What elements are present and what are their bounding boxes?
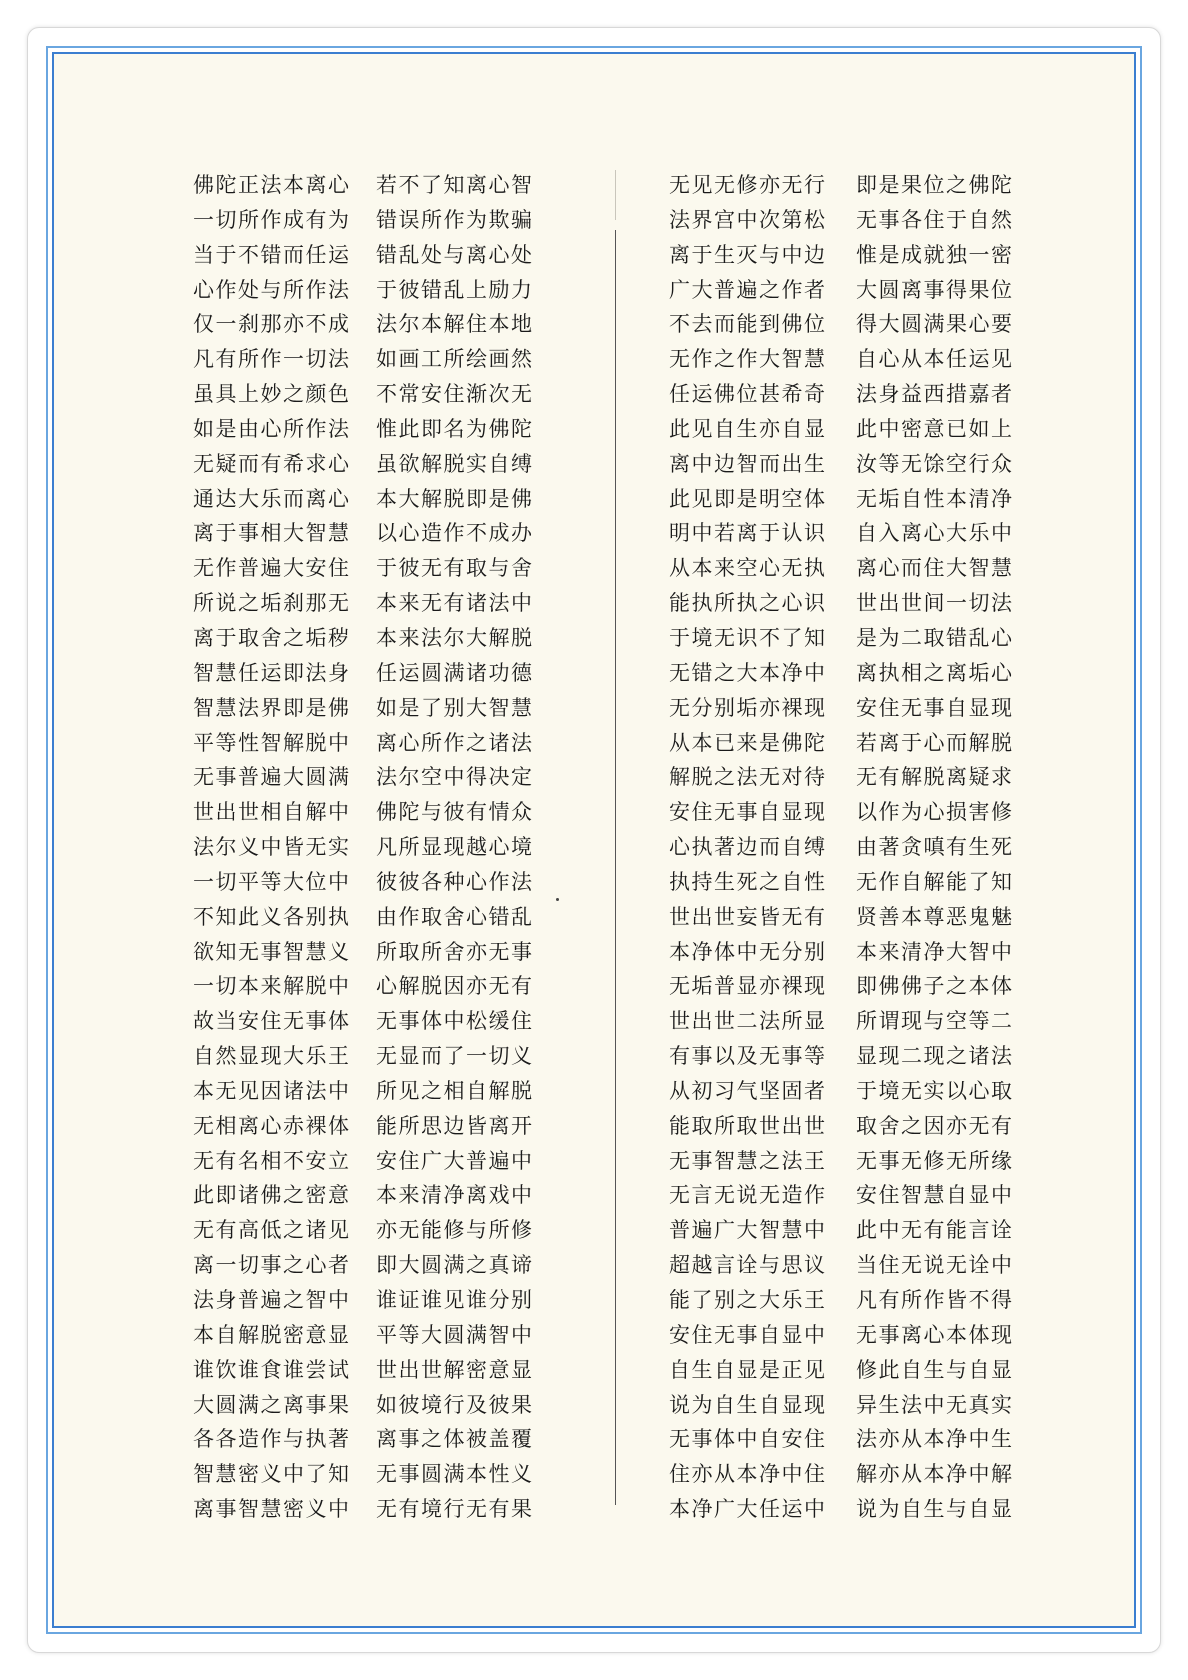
verse-line: 通达大乐而离心 — [193, 486, 351, 511]
verse-line: 此见自生亦自显 — [669, 416, 827, 441]
verse-line: 彼彼各种心作法 — [376, 869, 534, 894]
verse-line: 于境无实以心取 — [856, 1078, 1014, 1103]
verse-line: 能了别之大乐王 — [669, 1288, 827, 1312]
verse-line: 如是由心所作法 — [193, 416, 351, 441]
verse-line: 执持生死之自性 — [669, 869, 827, 894]
verse-line: 从本已来是佛陀 — [669, 730, 827, 755]
verse-line: 能所思边皆离开 — [376, 1113, 534, 1138]
verse-line: 离执相之离垢心 — [856, 660, 1014, 685]
verse-line: 自生自显是正见 — [669, 1357, 827, 1382]
verse-line: 能执所执之心识 — [669, 591, 827, 616]
verse-line: 离事之体被盖覆 — [376, 1427, 534, 1452]
verse-line: 法亦从本净中生 — [856, 1427, 1014, 1452]
verse-line: 无有境行无有果 — [376, 1497, 534, 1522]
verse-line: 如彼境行及彼果 — [376, 1392, 534, 1417]
verse-line: 错乱处与离心处 — [376, 242, 534, 267]
verse-line: 世出世妄皆无有 — [669, 904, 827, 929]
verse-line: 智慧密义中了知 — [193, 1462, 351, 1487]
verse-line: 安住无事自显现 — [856, 695, 1014, 720]
verse-line: 离于事相大智慧 — [193, 521, 351, 546]
verse-line: 无事各住于自然 — [856, 207, 1014, 232]
verse-line: 心作处与所作法 — [193, 277, 351, 302]
verse-line: 所见之相自解脱 — [376, 1078, 534, 1103]
verse-line: 亦无能修与所修 — [376, 1218, 534, 1243]
verse-line: 凡所显现越心境 — [376, 835, 534, 860]
verse-line: 无错之大本净中 — [669, 660, 827, 685]
verse-line: 修此自生与自显 — [856, 1357, 1014, 1382]
verse-line: 离事智慧密义中 — [193, 1497, 351, 1522]
verse-line: 任运圆满诸功德 — [376, 660, 534, 685]
verse-line: 由著贪嗔有生死 — [856, 835, 1014, 860]
verse-line: 本无见因诸法中 — [193, 1078, 351, 1103]
verse-line: 智慧任运即法身 — [193, 660, 351, 685]
verse-line: 虽欲解脱实自缚 — [376, 451, 534, 476]
verse-column-4 — [856, 168, 1016, 1527]
verse-line: 即是果位之佛陀 — [856, 173, 1014, 197]
verse-line: 住亦从本净中住 — [669, 1462, 827, 1487]
verse-line: 安住智慧自显中 — [856, 1183, 1014, 1208]
verse-line: 以心造作不成办 — [376, 521, 534, 546]
verse-line: 法身普遍之智中 — [193, 1288, 351, 1312]
verse-line: 广大普遍之作者 — [669, 277, 827, 302]
verse-line: 惟是成就独一密 — [856, 242, 1014, 267]
verse-line: 无有名相不安立 — [193, 1148, 351, 1173]
verse-line: 平等大圆满智中 — [376, 1322, 534, 1347]
verse-line: 贤善本尊恶鬼魅 — [856, 904, 1014, 929]
verse-line: 一切所作成有为 — [193, 207, 351, 232]
verse-line: 仅一刹那亦不成 — [193, 312, 351, 337]
verse-line: 本净广大任运中 — [669, 1497, 827, 1522]
verse-line: 此中无有能言诠 — [856, 1218, 1014, 1243]
verse-line: 无事离心本体现 — [856, 1322, 1014, 1347]
verse-line: 于境无识不了知 — [669, 625, 827, 650]
verse-line: 智慧法界即是佛 — [193, 695, 351, 720]
verse-line: 无事无修无所缘 — [856, 1148, 1014, 1173]
verse-line: 无疑而有希求心 — [193, 451, 351, 476]
verse-line: 世出世间一切法 — [856, 591, 1014, 616]
verse-line: 佛陀正法本离心 — [193, 173, 351, 197]
verse-line: 明中若离于认识 — [669, 521, 827, 546]
verse-line: 无作普遍大安住 — [193, 556, 351, 581]
verse-line: 说为自生自显现 — [669, 1392, 827, 1417]
verse-line: 无垢普显亦裸现 — [669, 974, 827, 999]
verse-line: 无作自解能了知 — [856, 869, 1014, 894]
verse-line: 超越言诠与思议 — [669, 1253, 827, 1278]
verse-line: 能取所取世出世 — [669, 1113, 827, 1138]
verse-line: 即大圆满之真谛 — [376, 1253, 534, 1278]
verse-line: 此中密意已如上 — [856, 416, 1014, 441]
verse-line: 当于不错而任运 — [193, 242, 351, 267]
verse-line: 以作为心损害修 — [856, 800, 1014, 825]
verse-column-1 — [193, 168, 353, 1527]
verse-line: 佛陀与彼有情众 — [376, 800, 534, 825]
verse-line: 法尔本解住本地 — [376, 312, 534, 337]
verse-line: 本来法尔大解脱 — [376, 625, 534, 650]
verse-column-3 — [669, 168, 829, 1527]
verse-line: 有事以及无事等 — [669, 1044, 827, 1069]
verse-line: 一切平等大位中 — [193, 869, 351, 894]
verse-line: 从初习气坚固者 — [669, 1078, 827, 1103]
verse-line: 无相离心赤裸体 — [193, 1113, 351, 1138]
verse-line: 凡有所作一切法 — [193, 347, 351, 372]
verse-line: 离于取舍之垢秽 — [193, 625, 351, 650]
verse-line: 法尔空中得决定 — [376, 765, 534, 790]
verse-line: 所谓现与空等二 — [856, 1009, 1014, 1034]
verse-line: 本来清净大智中 — [856, 939, 1014, 964]
verse-line: 离一切事之心者 — [193, 1253, 351, 1278]
verse-line: 若离于心而解脱 — [856, 730, 1014, 755]
verse-line: 大圆离事得果位 — [856, 277, 1014, 302]
verse-line: 本来清净离戏中 — [376, 1183, 534, 1208]
verse-line: 如画工所绘画然 — [376, 347, 534, 372]
verse-line: 说为自生与自显 — [856, 1497, 1014, 1522]
verse-line: 心解脱因亦无有 — [376, 974, 534, 999]
verse-line: 无有高低之诸见 — [193, 1218, 351, 1243]
verse-line: 无言无说无造作 — [669, 1183, 827, 1208]
verse-line: 所取所舍亦无事 — [376, 939, 534, 964]
verse-line: 离中边智而出生 — [669, 451, 827, 476]
verse-line: 大圆满之离事果 — [193, 1392, 351, 1417]
verse-line: 平等性智解脱中 — [193, 730, 351, 755]
verse-line: 世出世二法所显 — [669, 1009, 827, 1034]
verse-line: 不知此义各别执 — [193, 904, 351, 929]
verse-line: 无事智慧之法王 — [669, 1148, 827, 1173]
verse-line: 离于生灭与中边 — [669, 242, 827, 267]
verse-line: 得大圆满果心要 — [856, 312, 1014, 337]
verse-line: 无分别垢亦裸现 — [669, 695, 827, 720]
verse-line: 欲知无事智慧义 — [193, 939, 351, 964]
verse-line: 即佛佛子之本体 — [856, 974, 1014, 999]
verse-line: 安住广大普遍中 — [376, 1148, 534, 1173]
verse-line: 无有解脱离疑求 — [856, 765, 1014, 790]
center-divider-faint — [615, 170, 616, 220]
verse-line: 此见即是明空体 — [669, 486, 827, 511]
stray-dot — [556, 898, 559, 901]
verse-line: 心执著边而自缚 — [669, 835, 827, 860]
verse-line: 世出世相自解中 — [193, 800, 351, 825]
verse-line: 法尔义中皆无实 — [193, 835, 351, 860]
verse-line: 凡有所作皆不得 — [856, 1288, 1014, 1312]
verse-line: 解脱之法无对待 — [669, 765, 827, 790]
verse-line: 法界宫中次第松 — [669, 207, 827, 232]
verse-line: 故当安住无事体 — [193, 1009, 351, 1034]
verse-line: 任运佛位甚希奇 — [669, 382, 827, 407]
verse-line: 无事体中松缓住 — [376, 1009, 534, 1034]
verse-line: 自心从本任运见 — [856, 347, 1014, 372]
verse-line: 惟此即名为佛陀 — [376, 416, 534, 441]
verse-line: 显现二现之诸法 — [856, 1044, 1014, 1069]
verse-line: 无事圆满本性义 — [376, 1462, 534, 1487]
verse-line: 所说之垢刹那无 — [193, 591, 351, 616]
verse-line: 如是了别大智慧 — [376, 695, 534, 720]
verse-line: 安住无事自显现 — [669, 800, 827, 825]
verse-line: 汝等无馀空行众 — [856, 451, 1014, 476]
verse-line: 谁证谁见谁分别 — [376, 1288, 534, 1312]
verse-line: 无事普遍大圆满 — [193, 765, 351, 790]
verse-line: 此即诸佛之密意 — [193, 1183, 351, 1208]
verse-line: 无见无修亦无行 — [669, 173, 827, 197]
verse-line: 本自解脱密意显 — [193, 1322, 351, 1347]
verse-line: 一切本来解脱中 — [193, 974, 351, 999]
verse-line: 世出世解密意显 — [376, 1357, 534, 1382]
center-divider — [615, 230, 616, 1505]
verse-line: 不常安住渐次无 — [376, 382, 534, 407]
verse-line: 无垢自性本清净 — [856, 486, 1014, 511]
verse-line: 各各造作与执著 — [193, 1427, 351, 1452]
verse-line: 解亦从本净中解 — [856, 1462, 1014, 1487]
verse-line: 虽具上妙之颜色 — [193, 382, 351, 407]
verse-column-2 — [376, 168, 536, 1527]
verse-line: 无事体中自安住 — [669, 1427, 827, 1452]
verse-line: 离心所作之诸法 — [376, 730, 534, 755]
verse-line: 于彼无有取与舍 — [376, 556, 534, 581]
verse-line: 由作取舍心错乱 — [376, 904, 534, 929]
verse-line: 若不了知离心智 — [376, 173, 534, 197]
verse-line: 安住无事自显中 — [669, 1322, 827, 1347]
verse-line: 异生法中无真实 — [856, 1392, 1014, 1417]
verse-line: 取舍之因亦无有 — [856, 1113, 1014, 1138]
verse-line: 于彼错乱上励力 — [376, 277, 534, 302]
verse-line: 普遍广大智慧中 — [669, 1218, 827, 1243]
verse-line: 谁饮谁食谁尝试 — [193, 1357, 351, 1382]
verse-line: 本来无有诸法中 — [376, 591, 534, 616]
verse-line: 本净体中无分别 — [669, 939, 827, 964]
verse-line: 无作之作大智慧 — [669, 347, 827, 372]
verse-line: 无显而了一切义 — [376, 1044, 534, 1069]
verse-line: 不去而能到佛位 — [669, 312, 827, 337]
verse-line: 本大解脱即是佛 — [376, 486, 534, 511]
verse-line: 是为二取错乱心 — [856, 625, 1014, 650]
verse-line: 当住无说无诠中 — [856, 1253, 1014, 1278]
verse-line: 错误所作为欺骗 — [376, 207, 534, 232]
verse-line: 自入离心大乐中 — [856, 521, 1014, 546]
verse-line: 离心而住大智慧 — [856, 556, 1014, 581]
verse-line: 法身益西措嘉者 — [856, 382, 1014, 407]
verse-line: 从本来空心无执 — [669, 556, 827, 581]
verse-line: 自然显现大乐王 — [193, 1044, 351, 1069]
